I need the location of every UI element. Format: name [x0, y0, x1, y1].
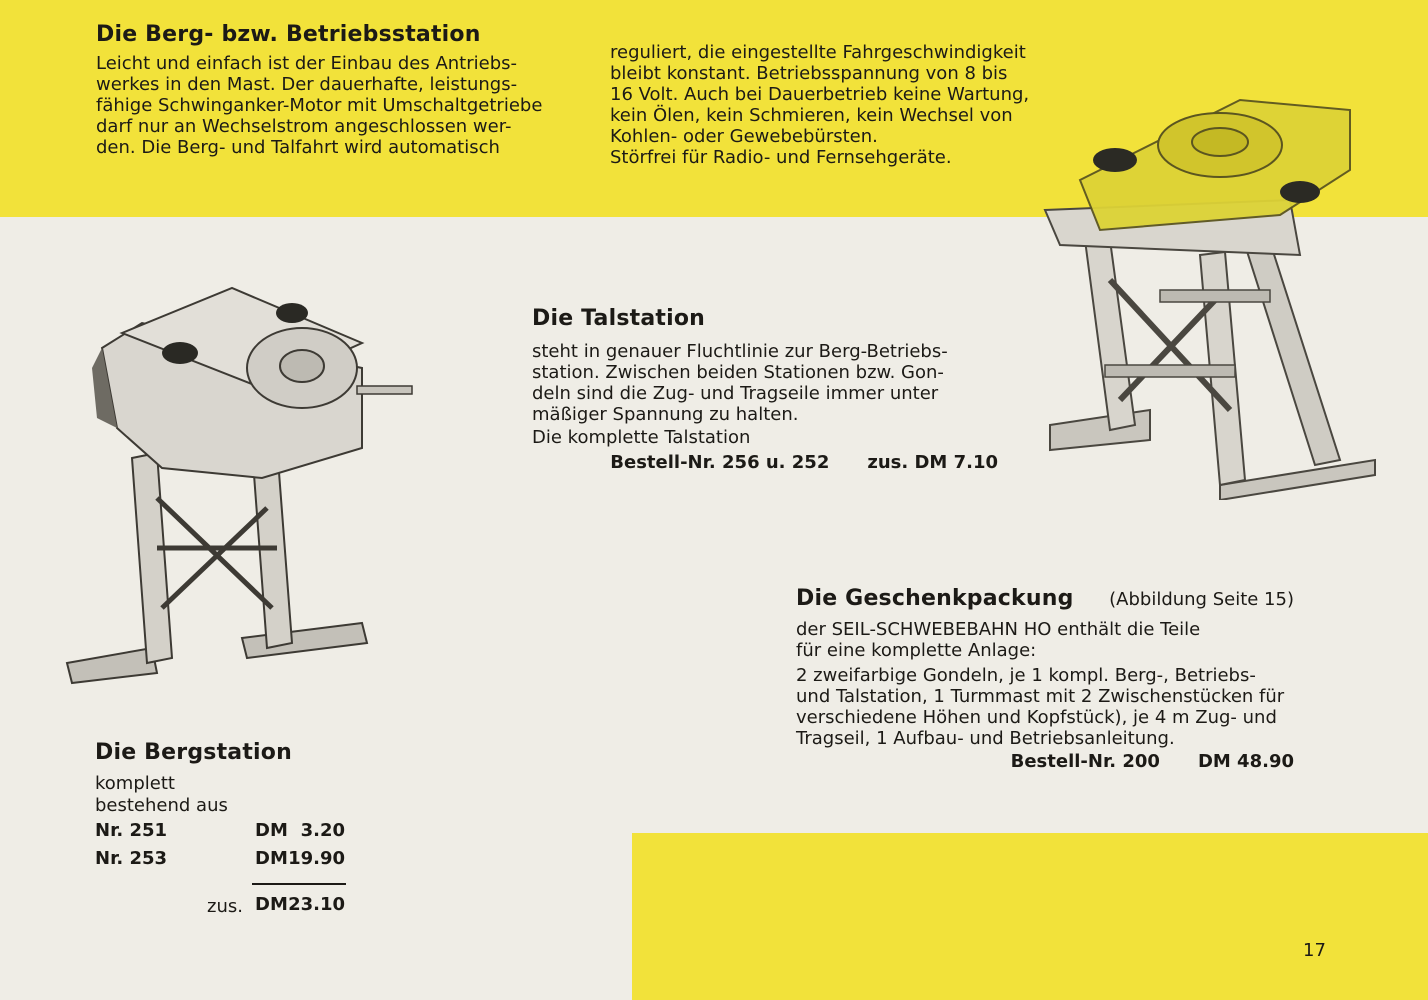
yellow-footer-band [632, 833, 1428, 1000]
bergstation-line-1: komplett [95, 773, 175, 794]
text-line: 16 Volt. Auch bei Dauerbetrieb keine Wartung, [610, 84, 1030, 105]
berg-betriebsstation-text-1 [96, 53, 564, 158]
geschenkpackung-text [796, 619, 1294, 749]
text-line: Tragseil, 1 Aufbau- und Betriebsanleitung. [796, 728, 1175, 749]
text-line: und Talstation, 1 Turmmast mit 2 Zwischenstücken für [796, 686, 1285, 707]
text-line: Kohlen- oder Gewebebürsten. [610, 126, 878, 147]
text-line: kein Ölen, kein Schmieren, kein Wechsel von [610, 105, 1013, 126]
currency: DM [255, 820, 288, 841]
geschenkpackung-price: DM 48.90 [1197, 751, 1294, 772]
text-line: deln sind die Zug- und Tragseile immer unter [532, 383, 939, 404]
text-line: den. Die Berg- und Talfahrt wird automatisch [96, 137, 500, 158]
betriebsstation-illustration [1040, 80, 1380, 500]
text-line: für eine komplette Anlage: [796, 640, 1037, 661]
geschenkpackung-order-line [796, 749, 1294, 775]
text-line: reguliert, die eingestellte Fahrgeschwindigkeit [610, 42, 1026, 63]
item-number: Nr. 251 [95, 820, 168, 841]
total-price: 23.10 [288, 894, 345, 915]
text-line: steht in genauer Fluchtlinie zur Berg-Betriebs- [532, 341, 948, 362]
geschenkpackung-title: Die Geschenkpackung [796, 586, 1074, 611]
text-line: darf nur an Wechselstrom angeschlossen wer- [96, 116, 512, 137]
text-line: Leicht und einfach ist der Einbau des Antriebs- [96, 53, 518, 74]
berg-betriebsstation-col1 [96, 22, 564, 158]
bergstation-line-2: bestehend aus [95, 795, 228, 816]
text-line: fähige Schwinganker-Motor mit Umschaltgetriebe [96, 95, 543, 116]
text-line: mäßiger Spannung zu halten. [532, 404, 799, 425]
text-line: verschiedene Höhen und Kopfstück), je 4 m Zug- und [796, 707, 1277, 728]
bergstation-illustration [62, 278, 422, 698]
currency: DM [255, 848, 288, 869]
text-line: Störfrei für Radio- und Fernsehgeräte. [610, 147, 952, 168]
total-prefix: zus. [207, 896, 243, 917]
bergstation-title: Die Bergstation [95, 740, 292, 765]
talstation-text [532, 341, 998, 425]
text-line: der SEIL-SCHWEBEBAHN HO enthält die Teile [796, 619, 1201, 640]
talstation-order-number: Bestell-Nr. 256 u. 252 [610, 452, 830, 473]
geschenkpackung-section [796, 586, 1294, 775]
berg-betriebsstation-text-2 [610, 42, 1078, 168]
sum-divider [252, 883, 346, 885]
item-price: 19.90 [288, 848, 345, 869]
price-row [95, 817, 355, 845]
bergstation-section [95, 740, 355, 917]
item-price: 3.20 [300, 820, 345, 841]
total-currency: DM [255, 894, 288, 915]
talstation-title: Die Talstation [532, 306, 706, 331]
text-line: bleibt konstant. Betriebsspannung von 8 bis [610, 63, 1008, 84]
talstation-section [532, 306, 998, 476]
geschenkpackung-header [796, 586, 1294, 611]
text-line: werkes in den Mast. Der dauerhafte, leistungs- [96, 74, 518, 95]
price-row [95, 845, 355, 873]
text-line: station. Zwischen beiden Stationen bzw. Gon- [532, 362, 944, 383]
page-number: 17 [1303, 940, 1326, 961]
geschenkpackung-note: (Abbildung Seite 15) [1109, 589, 1294, 610]
item-number: Nr. 253 [95, 848, 168, 869]
talstation-price: zus. DM 7.10 [867, 452, 998, 473]
talstation-order-line [532, 450, 998, 476]
berg-betriebsstation-title: Die Berg- bzw. Betriebsstation [96, 22, 481, 47]
text-line: 2 zweifarbige Gondeln, je 1 kompl. Berg-, Betriebs- [796, 665, 1256, 686]
talstation-complete-line: Die komplette Talstation [532, 427, 751, 448]
geschenkpackung-order-number: Bestell-Nr. 200 [1010, 751, 1160, 772]
berg-betriebsstation-col2 [610, 42, 1078, 168]
